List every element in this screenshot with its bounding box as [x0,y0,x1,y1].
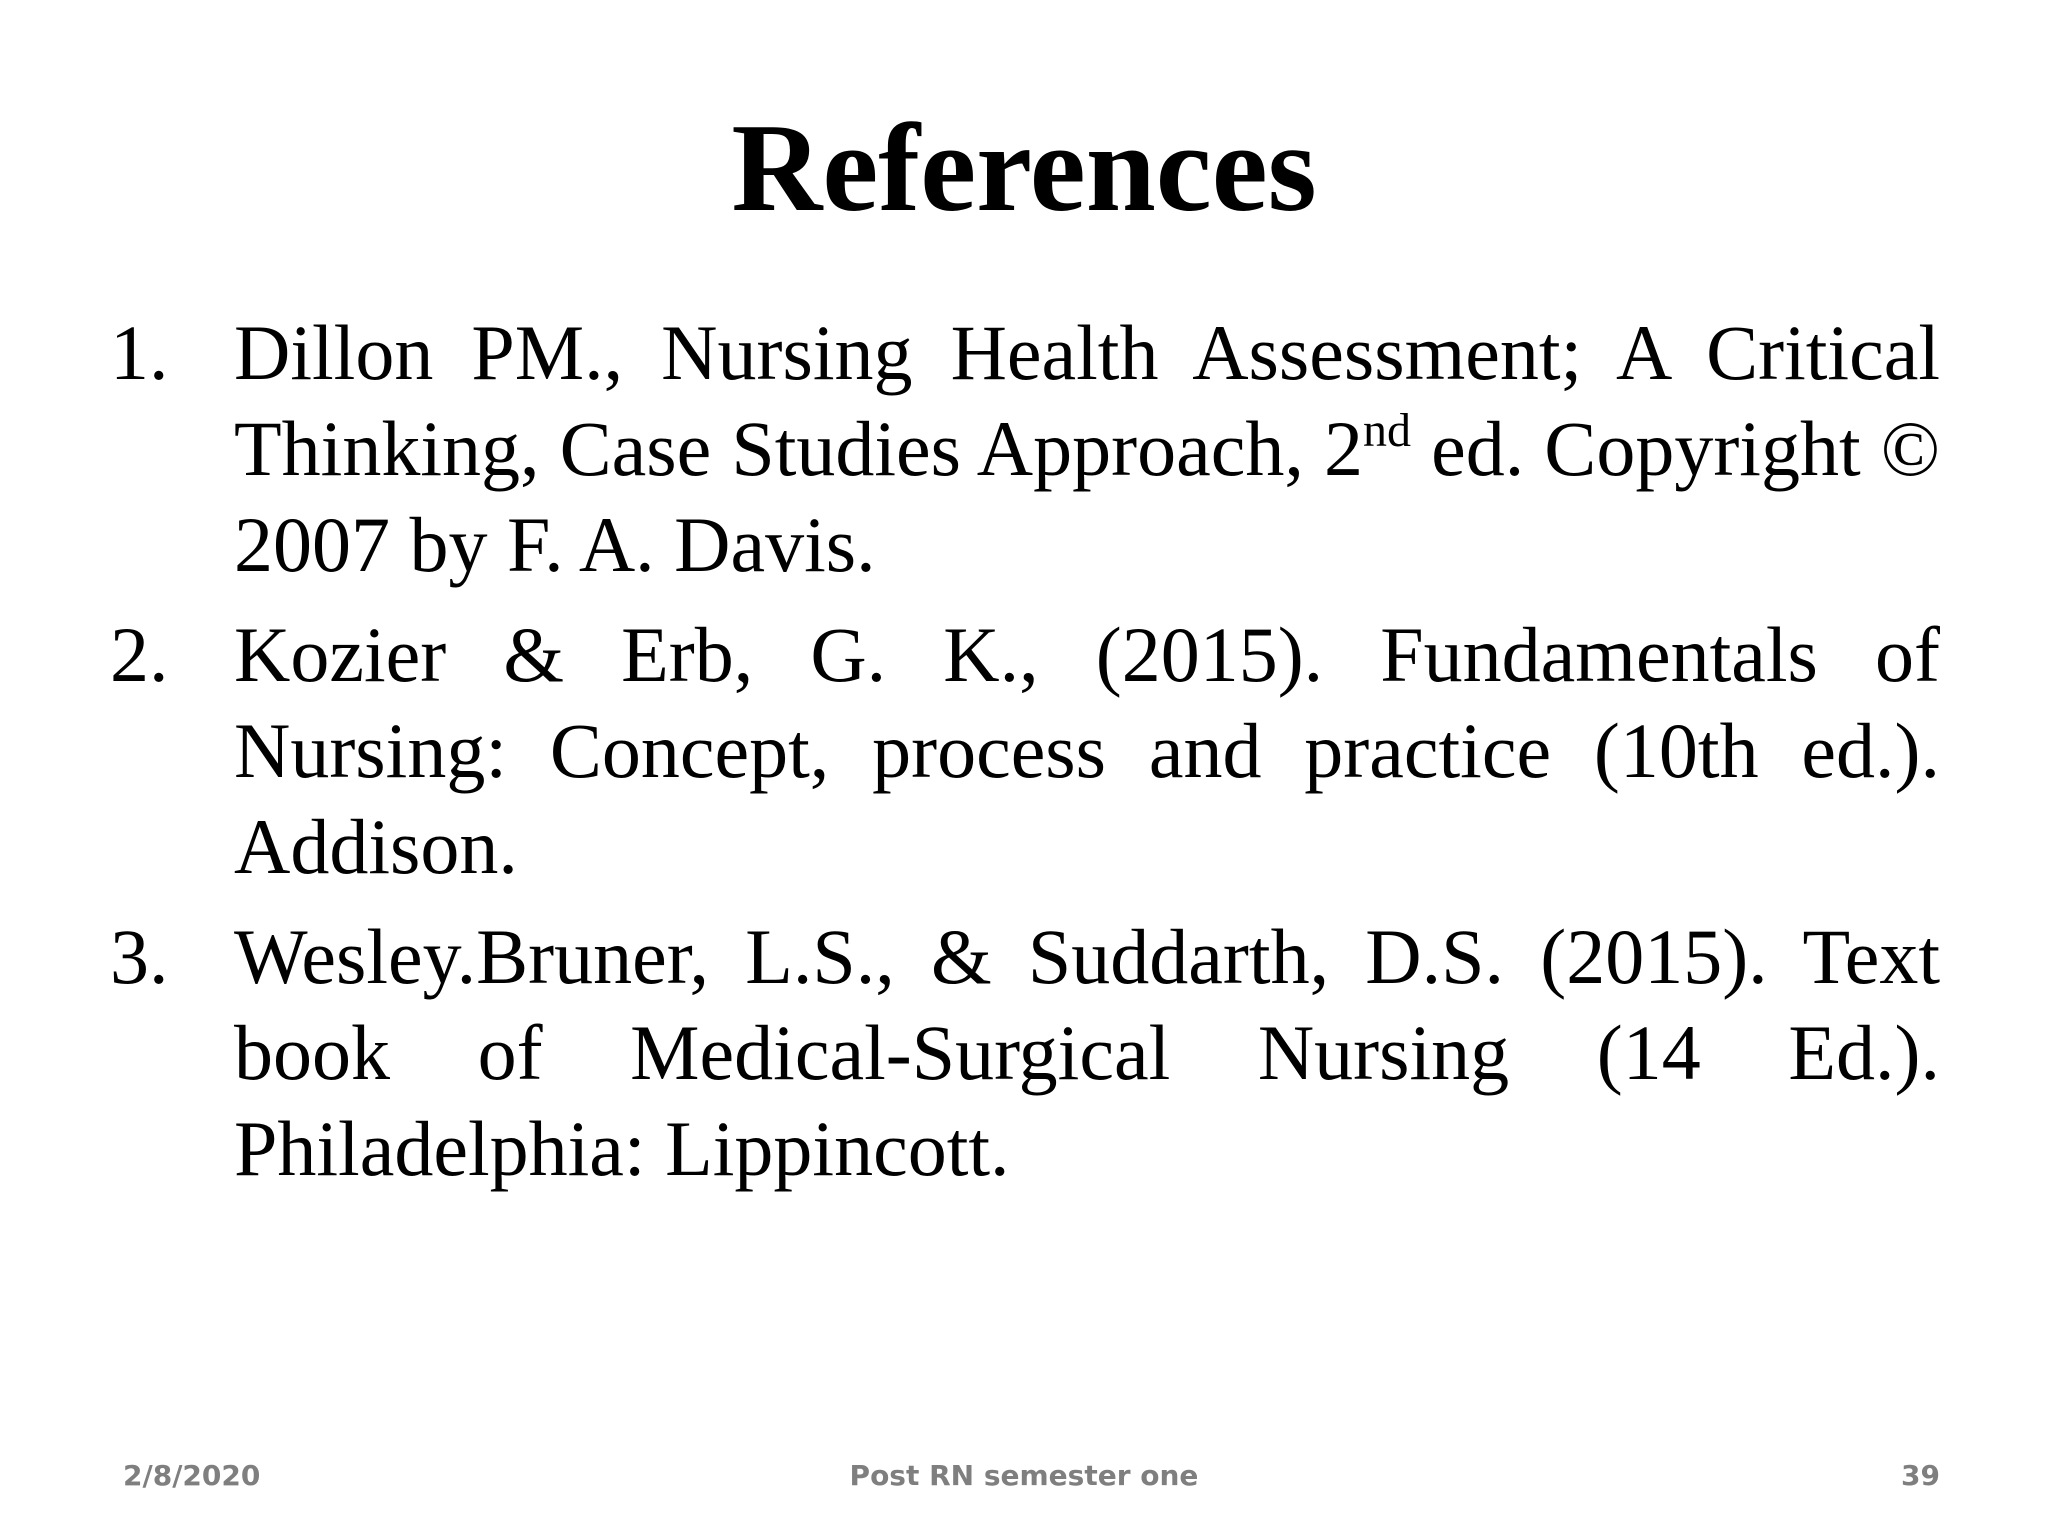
reference-text: Kozier & Erb, G. K., (2015). Fundamentals of Nursing: Concept, process and practice (10th ed.). Addison. [234,611,1940,890]
reference-item [110,607,1940,895]
reference-item [110,305,1940,593]
footer-date: 2/8/2020 [123,1459,261,1492]
reference-text-after: ed. Copyright © 2007 by F. A. Davis. [234,405,1941,588]
reference-number: 3. [110,913,169,1000]
reference-number: 1. [110,309,169,396]
reference-number: 2. [110,611,169,698]
reference-list [110,305,1940,1211]
footer-page-number: 39 [1901,1459,1940,1492]
reference-text: Wesley.Bruner, L.S., & Suddarth, D.S. (2015). Text book of Medical-Surgical Nursing (14 Ed.). Philadelphia: Lippincott. [234,913,1940,1192]
reference-superscript: nd [1362,404,1411,457]
reference-text [234,305,1940,593]
slide-title: References [731,99,1317,238]
reference-item [110,909,1940,1197]
reference-text-before: Dillon PM., Nursing Health Assessment; A Critical Thinking, Case Studies Approach, 2 [234,309,1940,492]
footer-course: Post RN semester one [849,1459,1199,1492]
